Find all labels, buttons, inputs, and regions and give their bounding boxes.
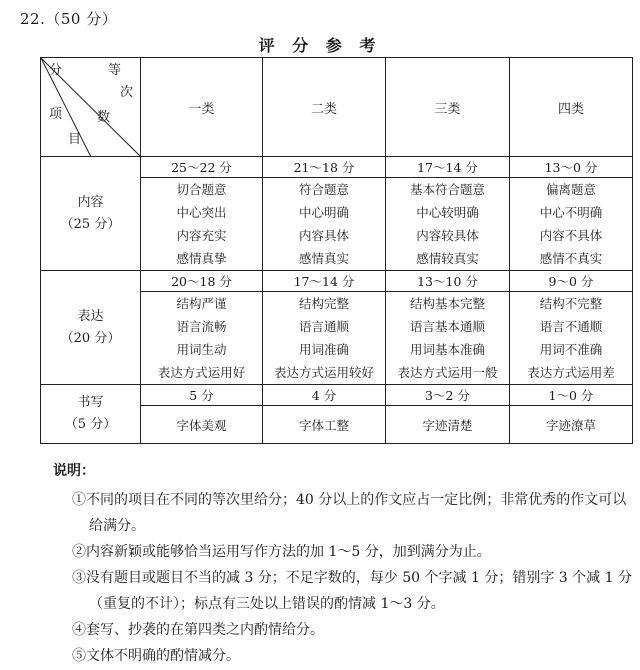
criterion: 中心明确 xyxy=(298,205,349,220)
grade-header-1: 一类 xyxy=(141,58,263,157)
header-row xyxy=(41,58,633,157)
note-item: ⑤文体不明确的酌情减分。 xyxy=(72,648,240,664)
expression-range-3 xyxy=(386,271,510,292)
range-text: 13～10 分 xyxy=(417,274,478,289)
rubric-table xyxy=(40,57,633,444)
grade-header-3: 三类 xyxy=(386,58,510,157)
content-label-cell xyxy=(41,157,141,271)
criterion: 表达方式运用一般 xyxy=(397,365,498,380)
criterion: 基本符合题意 xyxy=(409,182,485,197)
note-item: ③没有题目或题目不当的减 3 分；不足字数的，每少 50 个字减 1 分；错别字 3 个减 1 分（重复的不计）；标点有三处以上错误的酌情减 1～3 分。 xyxy=(72,570,632,612)
note-item: ②内容新颖或能够恰当运用写作方法的加 1～5 分，加到满分为止。 xyxy=(72,544,491,560)
content-criteria-4 xyxy=(510,178,633,271)
score-text: 5 分 xyxy=(189,388,214,403)
content-label: 内容 xyxy=(77,194,104,210)
writing-score-1 xyxy=(141,385,263,406)
corner-deng: 等 xyxy=(108,63,122,78)
criterion: 语言不通顺 xyxy=(539,319,603,334)
criterion: 感情不真实 xyxy=(539,251,603,266)
criterion: 表达方式运用较好 xyxy=(273,365,374,380)
content-range-3 xyxy=(386,157,510,178)
grade-header-2: 二类 xyxy=(263,58,386,157)
criterion: 中心突出 xyxy=(176,205,227,220)
writing-criteria-3 xyxy=(386,406,510,444)
range-text: 13～0 分 xyxy=(544,160,598,175)
criterion: 结构不完整 xyxy=(539,296,603,311)
criterion: 用词基本准确 xyxy=(409,342,485,357)
content-range-4 xyxy=(510,157,633,178)
corner-shu: 数 xyxy=(97,110,111,125)
criterion: 结构基本完整 xyxy=(409,296,485,311)
criterion: 用词生动 xyxy=(176,342,227,357)
corner-ci: 次 xyxy=(120,85,134,100)
criterion: 语言通顺 xyxy=(298,319,349,334)
criterion: 内容较具体 xyxy=(416,228,479,243)
criterion: 字迹清楚 xyxy=(422,417,473,433)
criterion: 表达方式运用差 xyxy=(527,365,615,380)
criterion: 字迹潦草 xyxy=(545,417,596,433)
range-text: 20～18 分 xyxy=(171,274,232,289)
criterion: 符合题意 xyxy=(298,182,349,197)
range-text: 25～22 分 xyxy=(171,160,232,175)
corner-header-cell xyxy=(41,58,141,157)
expression-points: （20 分） xyxy=(60,330,121,346)
expression-criteria-3 xyxy=(386,292,510,385)
expression-range-1 xyxy=(141,271,263,292)
corner-mu: 目 xyxy=(68,132,82,147)
criterion: 用词准确 xyxy=(298,342,349,357)
criterion: 结构严谨 xyxy=(176,296,227,311)
writing-points: （5 分） xyxy=(64,417,117,432)
question-number: 22.（50 分） xyxy=(20,10,118,28)
expression-criteria-4 xyxy=(510,292,633,385)
criterion: 结构完整 xyxy=(298,296,349,311)
criterion: 语言流畅 xyxy=(176,319,227,334)
note-item: ④套写、抄袭的在第四类之内酌情给分。 xyxy=(72,622,324,638)
criterion: 语言基本通顺 xyxy=(409,319,485,334)
criterion: 字体美观 xyxy=(176,417,227,433)
score-text: 1～0 分 xyxy=(548,388,594,403)
writing-score-3 xyxy=(386,385,510,406)
notes-title: 说明： xyxy=(53,463,95,479)
criterion: 感情真实 xyxy=(298,251,349,266)
grade-header-4: 四类 xyxy=(510,58,633,157)
score-text: 3～2 分 xyxy=(425,388,470,403)
criterion: 切合题意 xyxy=(176,182,227,197)
content-range-2 xyxy=(263,157,386,178)
expression-range-2 xyxy=(263,271,386,292)
range-text: 9～0 分 xyxy=(548,274,594,289)
criterion: 偏离题意 xyxy=(545,182,596,197)
range-text: 17～14 分 xyxy=(417,160,478,175)
writing-score-4 xyxy=(510,385,633,406)
criterion: 内容充实 xyxy=(176,228,227,243)
writing-criteria-4 xyxy=(510,406,633,444)
score-text: 4 分 xyxy=(311,388,337,403)
criterion: 内容不具体 xyxy=(539,228,603,243)
expression-criteria-1 xyxy=(141,292,263,385)
corner-fen: 分 xyxy=(49,63,63,78)
table-title: 评 分 参 考 xyxy=(258,36,382,55)
content-range-row xyxy=(41,157,633,178)
criterion: 表达方式运用好 xyxy=(157,365,246,380)
criterion: 中心较明确 xyxy=(416,205,479,220)
expression-range-row xyxy=(41,271,633,292)
expression-criteria-2 xyxy=(263,292,386,385)
content-criteria-1 xyxy=(141,178,263,271)
expression-label: 表达 xyxy=(77,308,104,324)
expression-range-4 xyxy=(510,271,633,292)
notes-section xyxy=(53,460,638,669)
criterion: 感情较真实 xyxy=(416,251,479,266)
writing-label-cell xyxy=(41,385,141,444)
corner-xiang: 项 xyxy=(49,107,63,122)
writing-score-2 xyxy=(263,385,386,406)
criterion: 内容具体 xyxy=(298,228,349,243)
content-criteria-3 xyxy=(386,178,510,271)
criterion: 感情真挚 xyxy=(176,251,227,266)
writing-label: 书写 xyxy=(77,395,104,410)
criterion: 中心不明确 xyxy=(539,205,603,220)
content-criteria-2 xyxy=(263,178,386,271)
writing-criteria-1 xyxy=(141,406,263,444)
expression-label-cell xyxy=(41,271,141,385)
content-points: （25 分） xyxy=(60,216,121,232)
criterion: 字体工整 xyxy=(298,417,349,433)
note-item: ①不同的项目在不同的等次里给分；40 分以上的作文应占一定比例；非常优秀的作文可以给满分。 xyxy=(72,492,627,534)
range-text: 17～14 分 xyxy=(293,274,355,289)
writing-score-row xyxy=(41,385,633,406)
content-range-1 xyxy=(141,157,263,178)
criterion: 用词不准确 xyxy=(539,342,603,357)
range-text: 21～18 分 xyxy=(293,160,355,175)
writing-criteria-2 xyxy=(263,406,386,444)
